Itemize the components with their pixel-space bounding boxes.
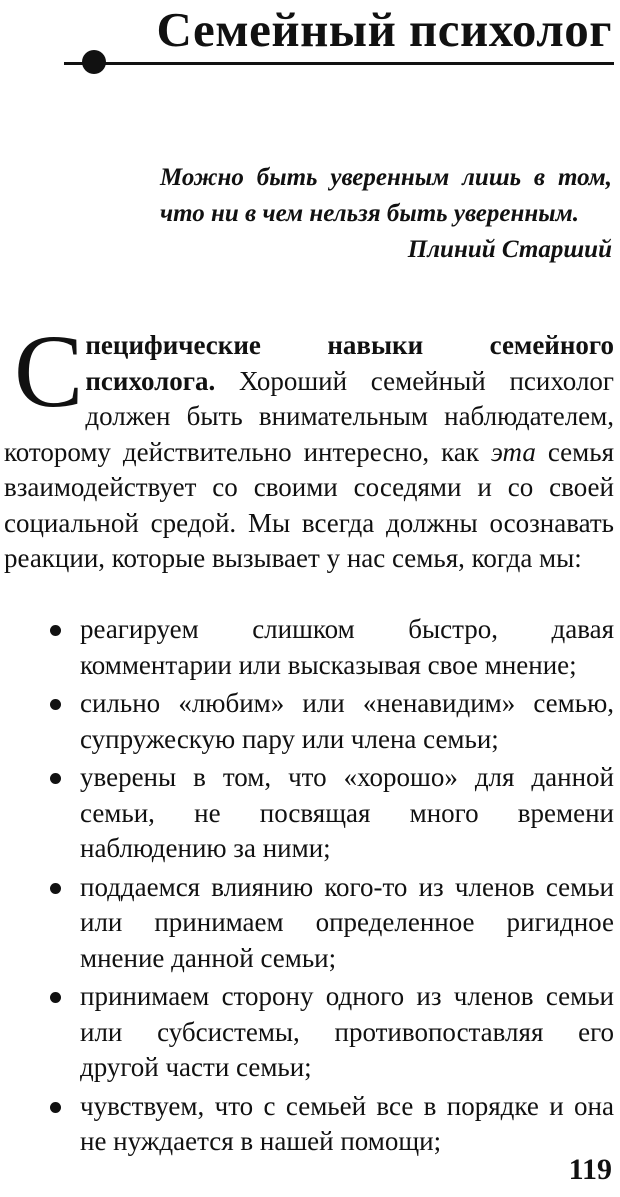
epigraph-author: Плиний Старший bbox=[407, 236, 612, 263]
list-item bbox=[0, 760, 614, 867]
body-paragraph bbox=[4, 314, 614, 577]
drop-cap: С bbox=[14, 314, 84, 429]
list-item-text: поддаемся влиянию кого-то из членов семьи или принимаем определенное ригидное мнение данной семьи; bbox=[80, 871, 614, 973]
header-bullet-ornament bbox=[82, 50, 106, 74]
bullet-dot-icon bbox=[50, 1102, 61, 1113]
list-item-text: уверены в том, что «хорошо» для данной семьи, не посвящая много времени наблюдению за ними; bbox=[80, 762, 614, 863]
list-item-text: реагируем слишком быстро, давая комментарии или высказывая свое мнение; bbox=[80, 614, 614, 680]
bullet-dot-icon bbox=[50, 773, 61, 784]
paragraph-text-continued: семья взаимодействует со своими соседями и со своей социальной средой. Мы всегда должны осознавать реакции, которые вызывает у нас семья, когда мы: bbox=[4, 436, 614, 573]
section-lead-heading: пецифические навыки семейного психолога. bbox=[85, 330, 614, 396]
list-item bbox=[0, 870, 614, 977]
header-rule bbox=[64, 62, 614, 65]
list-item bbox=[0, 979, 614, 1086]
header-title: Семейный психолог bbox=[156, 2, 612, 57]
list-item-text: сильно «любим» или «ненавидим» семью, супружескую пару или члена семьи; bbox=[80, 688, 614, 754]
list-item-text: принимаем сторону одного из членов семьи или субсистемы, противопоставляя его другой части семьи; bbox=[80, 981, 614, 1082]
bullet-dot-icon bbox=[50, 883, 61, 894]
list-item bbox=[0, 612, 614, 683]
list-item bbox=[0, 1089, 614, 1160]
list-item-text: чувствуем, что с семьей все в порядке и она не нуждается в нашей помощи; bbox=[80, 1090, 614, 1156]
epigraph-quote: Можно быть уверенным лишь в том, что ни в чем нельзя быть уверенным. bbox=[160, 164, 612, 227]
paragraph-text: Хороший семейный психолог должен быть внимательным наблюдателем, которому действительно интересно, как bbox=[4, 365, 614, 467]
emphasized-word: эта bbox=[490, 436, 536, 467]
running-header bbox=[0, 0, 620, 80]
bullet-dot-icon bbox=[50, 699, 61, 710]
bullet-dot-icon bbox=[50, 625, 61, 636]
epigraph bbox=[160, 160, 612, 268]
bullet-list bbox=[0, 612, 614, 1163]
page-number: 119 bbox=[568, 1153, 612, 1186]
bullet-dot-icon bbox=[50, 992, 61, 1003]
list-item bbox=[0, 686, 614, 757]
